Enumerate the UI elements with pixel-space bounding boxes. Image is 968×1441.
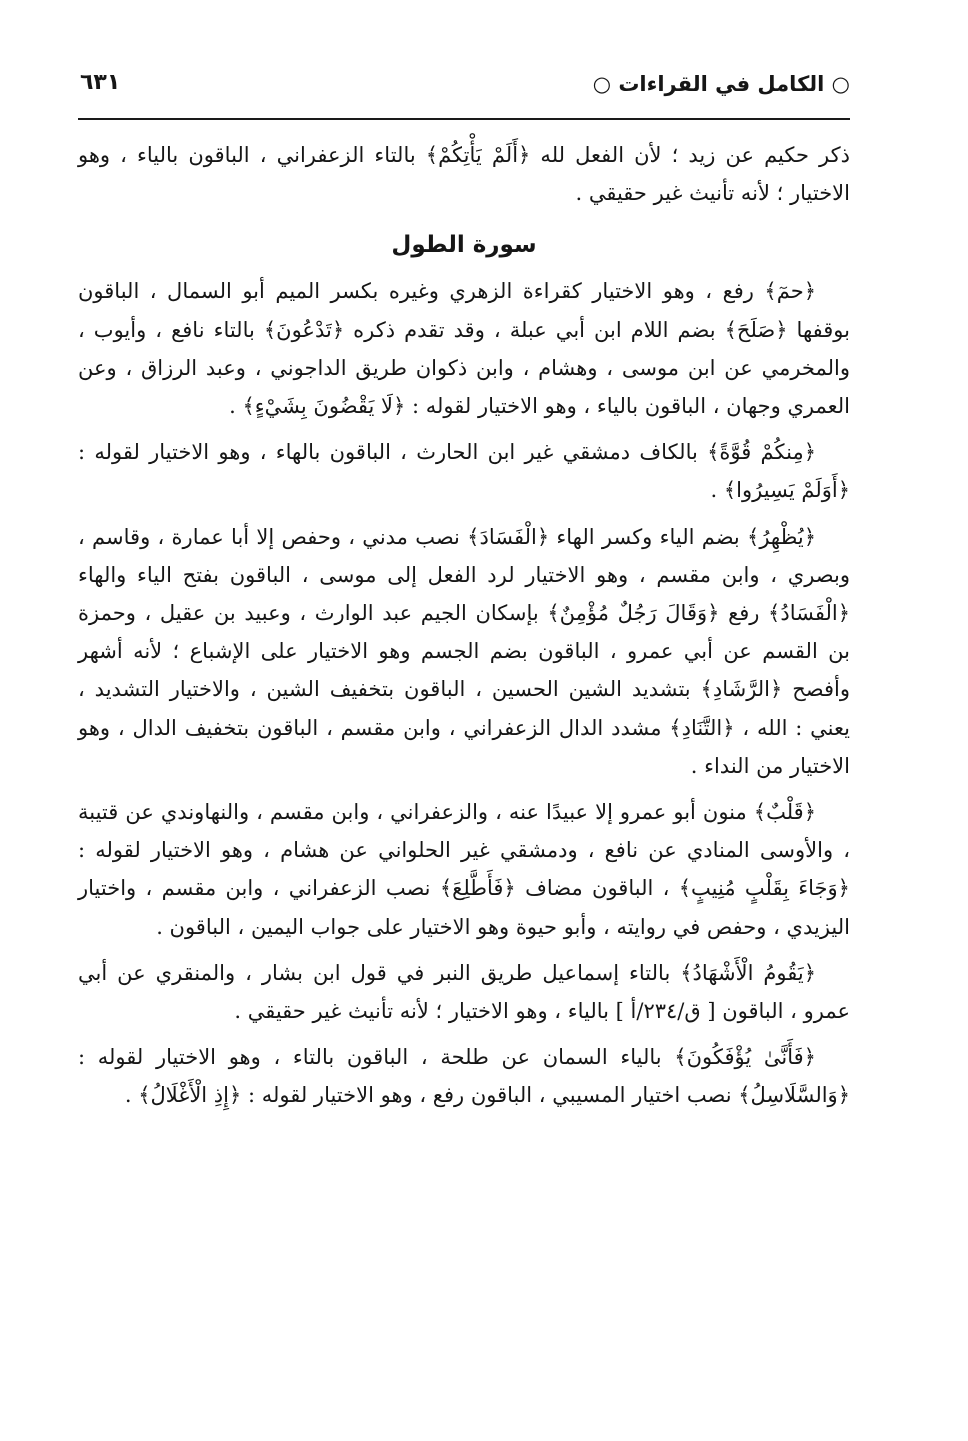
- section-title: سورة الطول: [391, 232, 537, 259]
- page-body: [78, 136, 850, 1115]
- page-number: ٦٣١: [80, 70, 121, 95]
- paragraph-continuation: ذكر حكيم عن زيد ؛ لأن الفعل لله ﴿أَلَمْ يَأْتِكُمْ﴾ بالتاء الزعفراني ، الباقون بالياء ، وهو الاختيار ؛ لأنه تأنيث غير حقيقي .: [78, 143, 850, 206]
- paragraph-hm: ﴿حمٓ﴾ رفع ، وهو الاختيار كقراءة الزهري وغيره بكسر الميم أبو السمال ، الباقون بوقفها ﴿صَلَحَ﴾ بضم اللام ابن أبي عبلة ، وقد تقدم ذكره ﴿تَدْعُونَ﴾ بالتاء نافع ، وأيوب ، والمخرمي عن ابن موسى ، وهشام ، وابن ذكوان طريق الداجوني ، وعبد الرزاق ، وعن العمري وجهان ، الباقون بالياء ، وهو الاختيار لقوله : ﴿لَا يَقْضُونَ بِشَيْءٍ﴾ .: [78, 279, 850, 419]
- header-divider: [78, 118, 850, 120]
- paragraph-yuzhir: ﴿يُظْهِرُ﴾ بضم الياء وكسر الهاء ﴿الْفَسَادَ﴾ نصب مدني ، وحفص إلا أبا عمارة ، وقاسم ، وبصري ، وابن مقسم ، وهو الاختيار لرد الفعل إلى موسى ، الباقون بفتح الياء والهاء ﴿الْفَسَادُ﴾ رفع ﴿وَقَالَ رَجُلٌ مُؤْمِنٌ﴾ بإسكان الجيم عبد الوارث ، وعبيد بن عقيل ، وحمزة بن القسم عن أبي عمرو ، الباقون بضم الجسم وهو الاختيار على الإشباع ؛ لأنه أشهر وأفصح ﴿الرَّشَادِ﴾ بتشديد الشين الحسين ، الباقون بتخفيف الشين ، والاختيار التشديد ، يعني : الله ، ﴿التَّنَادِ﴾ مشدد الدال الزعفراني ، وابن مقسم ، الباقون بتخفيف الدال ، وهو الاختيار من النداء .: [78, 524, 850, 778]
- book-page: [78, 60, 850, 1123]
- paragraph-faanna: ﴿فَأَنَّىٰ يُؤْفَكُونَ﴾ بالياء السمان عن طلحة ، الباقون بالتاء ، وهو الاختيار لقوله : ﴿وَالسَّلَاسِلُ﴾ نصب اختيار المسيبي ، الباقون رفع ، وهو الاختيار لقوله : ﴿إِذِ الْأَغْلَالُ﴾ .: [78, 1045, 850, 1108]
- paragraph-qalb: ﴿قَلْبٌ﴾ منون أبو عمرو إلا عبيدًا عنه ، والزعفراني ، وابن مقسم ، والنهاوندي عن قتيبة ، والأوسى المنادي عن نافع ، ودمشقي غير الحلواني عن هشام ، وهو الاختيار لقوله : ﴿وَجَاءَ بِقَلْبٍ مُنِيبٍ﴾ ، الباقون مضاف ﴿فَأَطَّلِعَ﴾ نصب الزعفراني ، وابن مقسم ، واختيار اليزيدي ، وحفص في روايته ، وأبو حيوة وهو الاختيار على جواب اليمين ، الباقون .: [78, 800, 850, 939]
- running-header: [78, 60, 850, 110]
- book-title: ○ الكامل في القراءات ○: [592, 72, 850, 96]
- paragraph-minkum: ﴿مِنكُمْ قُوَّةً﴾ بالكاف دمشقي غير ابن الحارث ، الباقون بالهاء ، وهو الاختيار لقوله : ﴿أَوَلَمْ يَسِيرُوا﴾ .: [78, 440, 850, 503]
- paragraph-yaqum: ﴿يَقُومُ الْأَشْهَادُ﴾ بالتاء إسماعيل طريق النبر في قول ابن بشار ، والمنقري عن أبي عمرو ، الباقون [ ق/٢٣٤/أ ] بالياء ، وهو الاختيار ؛ لأنه تأنيث غير حقيقي .: [78, 960, 850, 1024]
